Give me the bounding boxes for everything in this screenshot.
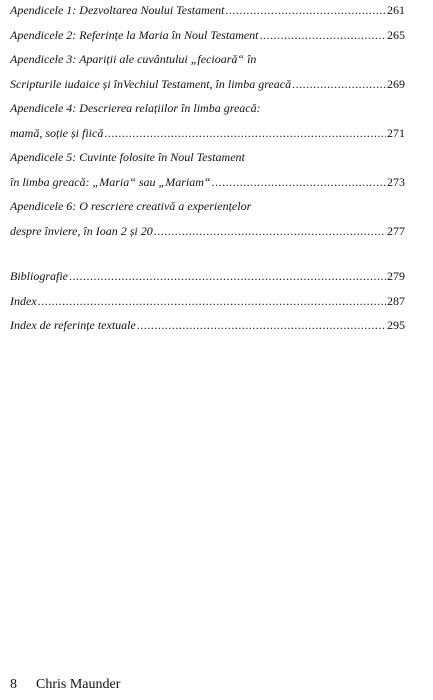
dot-leader (137, 318, 386, 333)
toc-entry-index (10, 294, 405, 319)
toc-page-number: 287 (387, 293, 405, 308)
toc-entry-appendix-3-line-1 (10, 52, 405, 77)
toc-entry-title: Apendicele 1: Dezvoltarea Noului Testament (10, 3, 225, 17)
table-of-contents (10, 3, 405, 343)
dot-leader (225, 3, 386, 18)
toc-page-number: 273 (387, 174, 405, 189)
dot-leader (260, 28, 386, 43)
toc-entry-title: Apendicele 3: Apariții ale cuvântului „fecioară“ în (10, 52, 257, 66)
toc-entry-textual-index (10, 318, 405, 343)
toc-entry-appendix-5-line-1 (10, 150, 405, 175)
toc-page-number: 269 (387, 76, 405, 91)
toc-page-number: 271 (387, 125, 405, 140)
toc-page-number: 295 (387, 318, 405, 332)
toc-entry-appendix-6-line-2 (10, 224, 405, 249)
toc-entry-appendix-2 (10, 28, 405, 53)
dot-leader (292, 77, 386, 92)
toc-entry-title: Apendicele 5: Cuvinte folosite în Noul Testament (10, 150, 245, 164)
dot-leader (38, 294, 386, 309)
toc-page-number: 277 (387, 223, 405, 238)
toc-entry-appendix-6-line-1 (10, 199, 405, 224)
toc-entry-title: Bibliografie (10, 269, 68, 283)
toc-entry-appendix-1 (10, 3, 405, 28)
toc-entry-appendix-5-line-2 (10, 175, 405, 200)
toc-entry-title-continued: despre înviere, în Ioan 2 și 20 (10, 223, 153, 238)
dot-leader (154, 224, 386, 239)
toc-entry-title: Apendicele 4: Descrierea relațiilor în limba greacă: (10, 101, 261, 115)
toc-page-number: 261 (387, 3, 405, 17)
toc-entry-title-continued: Scripturile iudaice și înVechiul Testament, în limba greacă (10, 76, 292, 91)
section-spacer (10, 248, 405, 269)
toc-entry-title-continued: în limba greacă: „Maria“ sau „Mariam“ (10, 174, 211, 189)
toc-entry-title: Index de referințe textuale (10, 318, 136, 332)
toc-entry-title: Apendicele 2: Referințe la Maria în Noul Testament (10, 27, 259, 42)
dot-leader (212, 175, 386, 190)
toc-entry-appendix-3-line-2 (10, 77, 405, 102)
toc-entry-title-continued: mamă, soție și fiică (10, 125, 104, 140)
footer-page-number: 8 (10, 677, 17, 692)
footer-author: Chris Maunder (36, 677, 121, 692)
page-footer (10, 677, 120, 693)
toc-entry-appendix-4-line-1 (10, 101, 405, 126)
toc-page-number: 279 (387, 269, 405, 283)
toc-entry-title: Index (10, 293, 37, 308)
toc-page-number: 265 (387, 27, 405, 42)
dot-leader (104, 126, 386, 141)
toc-entry-appendix-4-line-2 (10, 126, 405, 151)
dot-leader (69, 269, 386, 284)
toc-entry-title: Apendicele 6: O rescriere creativă a experiențelor (10, 199, 252, 213)
toc-entry-bibliography (10, 269, 405, 294)
